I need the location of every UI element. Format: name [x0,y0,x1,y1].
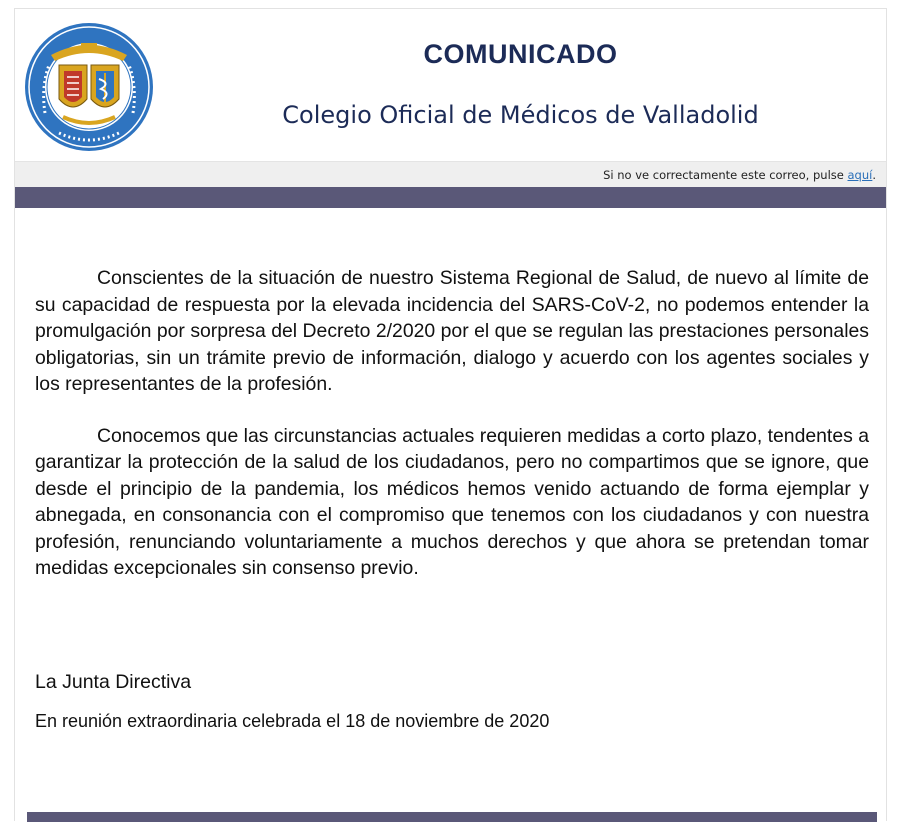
message-body [35,265,869,607]
paragraph-1: Conscientes de la situación de nuestro Sistema Regional de Salud, de nuevo al límite de su capacidad de respuesta por la elevada incidencia del SARS-CoV-2, no podemos entender la promulgación por sorpresa del Decreto 2/2020 por el que se regulan las prestaciones personales obligatorias, sin un trámite previo de información, dialogo y acuerdo con los agentes sociales y los representantes de la profesión. [35,267,869,395]
notice-text: Si no ve correctamente este correo, pulse [603,168,848,182]
notice-suffix: . [872,168,876,182]
signature: La Junta Directiva [35,671,192,693]
page-subtitle: Colegio Oficial de Médicos de Valladolid [282,101,759,129]
college-seal-icon [23,21,155,153]
paragraph-2: Conocemos que las circunstancias actuales requieren medidas a corto plazo, tendentes a garantizar la protección de la salud de los ciudadanos, pero no compartimos que se ignore, que desde el principio de la pandemia, los médicos hemos venido actuando de forma ejemplar y abnegada, en consonancia con el compromiso que tenemos con los ciudadanos y con nuestra profesión, renunciando voluntariamente a muchos derechos y que ahora se pretendan tomar medidas excepcionales sin consenso previo. [35,424,869,579]
view-online-notice [15,161,886,187]
email-frame [14,8,887,821]
header [15,9,886,161]
view-online-link[interactable]: aquí [847,168,873,182]
page-title: COMUNICADO [423,39,618,69]
header-divider-band [15,187,886,208]
date-line: En reunión extraordinaria celebrada el 18 de noviembre de 2020 [35,711,550,731]
